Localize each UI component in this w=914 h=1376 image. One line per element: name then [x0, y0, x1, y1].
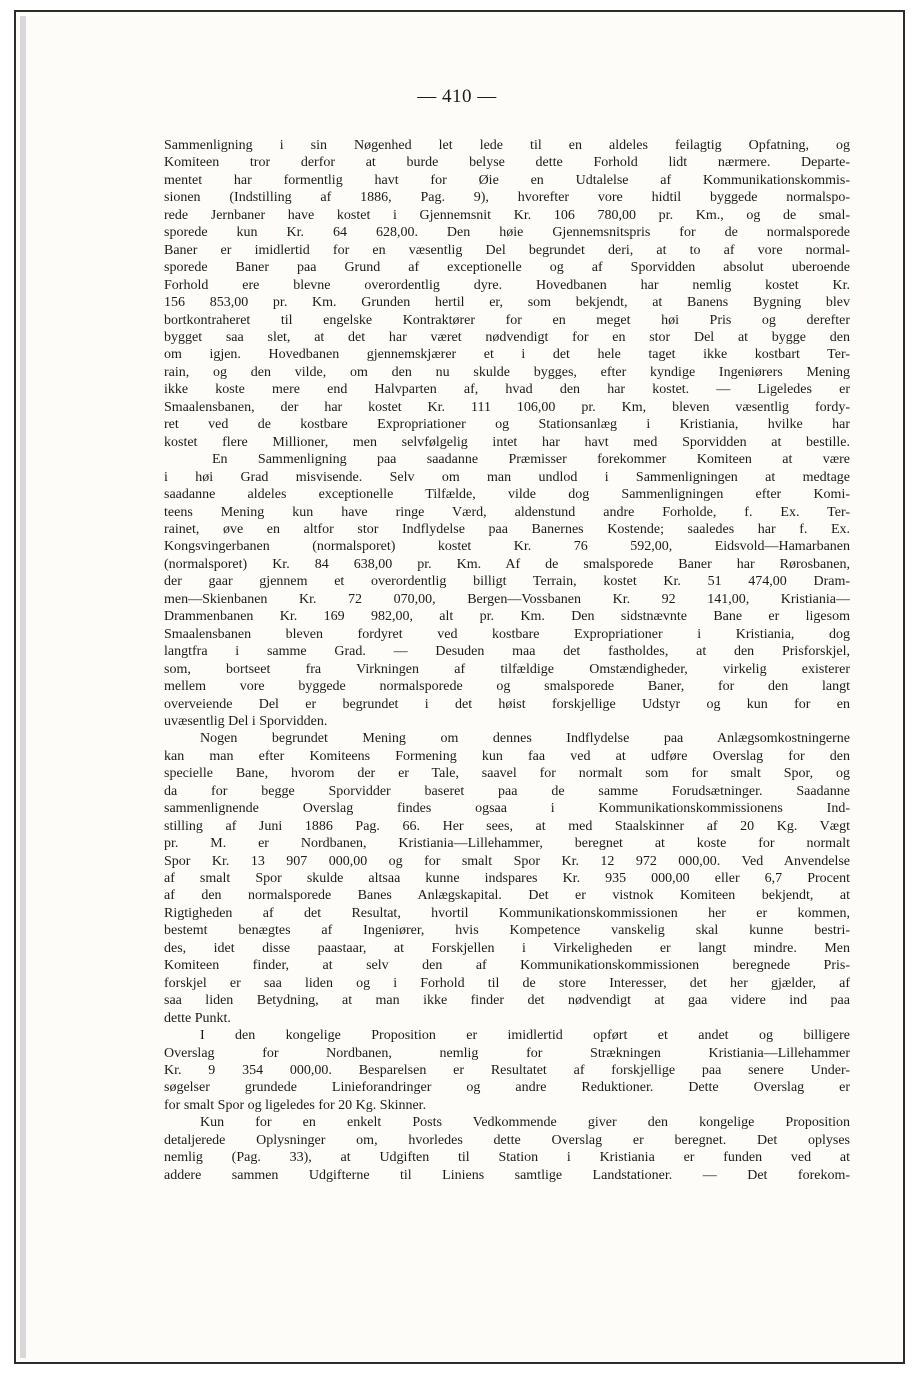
text-line: 156 853,00 pr. Km. Grunden hertil er, som bekjendt, at Banens Bygning blev — [164, 295, 850, 311]
text-line: ikke koste mere end Halvparten af, hvad den har kostet. — Ligeledes er — [164, 382, 850, 398]
text-line: Forhold ere blevne overordentlig dyre. Hovedbanen har nemlig kostet Kr. — [164, 277, 850, 293]
text-line: Sammenligning i sin Nøgenhed let lede til en aldeles feilagtig Opfatning, og — [164, 138, 850, 153]
text-line: Rigtigheden af det Resultat, hvortil Kommunikationskommissionen her er kommen, — [164, 905, 850, 921]
text-line: af smalt Spor skulde altsaa kunne indspares Kr. 935 000,00 eller 6,7 Procent — [164, 871, 850, 887]
text-line: om igjen. Hovedbanen gjennemskjærer et i det hele taget ikke kostbart Ter- — [164, 347, 850, 363]
text-line: specielle Bane, hvorom der er Tale, saavel for normalt som for smalt Spor, og — [164, 766, 850, 782]
text-line: i høi Grad misvisende. Selv om man undlod i Sammenligningen at medtage — [164, 469, 850, 485]
text-line: Smaalensbanen, der har kostet Kr. 111 106,00 pr. Km, bleven væsentlig fordy- — [164, 399, 850, 415]
text-line: uvæsentlig Del i Sporvidden. — [164, 713, 328, 729]
text-line: sporede kun Kr. 64 628,00. Den høie Gjennemsnitspris for de normalsporede — [164, 225, 850, 241]
text-line: mentet har formentlig havt for Øie en Udtalelse af Kommunikationskommis- — [164, 172, 850, 188]
text-line: (normalsporet) Kr. 84 638,00 pr. Km. Af de smalsporede Baner har Rørosbanen, — [164, 556, 850, 572]
text-line: overveiende Del er begrundet i det høist forskjellige Udstyr og kun for en — [164, 696, 850, 712]
text-line: bygget saa slet, at det har været nødvendigt for en stor Del at bygge den — [164, 329, 850, 345]
text-line: Kr. 9 354 000,00. Besparelsen er Resultatet af forskjellige paa senere Under- — [164, 1063, 850, 1079]
text-line: saadanne aldeles exceptionelle Tilfælde, vilde dog Sammenligningen efter Komi- — [164, 487, 850, 503]
text-line: Komiteen tror derfor at burde belyse dette Forhold lidt nærmere. Departe- — [164, 155, 850, 171]
text-line: Nogen begrundet Mening om dennes Indflydelse paa Anlægsomkostningerne — [200, 731, 850, 747]
text-line: sionen (Indstilling af 1886, Pag. 9), hvorefter vore hidtil byggede normalspo- — [164, 190, 850, 206]
text-line: saa liden Betydning, at man ikke finder det nødvendigt at gaa videre ind paa — [164, 993, 850, 1009]
scan-edge-shadow — [20, 16, 26, 1358]
text-line: langtfra i samme Grad. — Desuden maa det fastholdes, at den Prisforskjel, — [164, 644, 850, 660]
text-line: Komiteen finder, at selv den af Kommunikationskommissionen beregnede Pris- — [164, 958, 850, 974]
text-line: kostet flere Millioner, men selvfølgelig intet har havt med Sporvidden at bestille. — [164, 434, 850, 450]
body-text — [164, 137, 850, 1184]
text-line: sporede Baner paa Grund af exceptionelle og af Sporvidden absolut uberoende — [164, 260, 850, 276]
text-line: Baner er imidlertid for en væsentlig Del begrundet deri, at to af vore normal- — [164, 242, 850, 258]
text-line: for smalt Spor og ligeledes for 20 Kg. Skinner. — [164, 1097, 427, 1113]
text-line: da for begge Sporvidder baseret paa de samme Forudsætninger. Saadanne — [164, 783, 850, 799]
text-line: rede Jernbaner have kostet i Gjennemsnit Kr. 106 780,00 pr. Km., og de smal- — [164, 207, 850, 223]
text-line: Smaalensbanen bleven fordyret ved kostbare Expropriationer i Kristiania, dog — [164, 626, 850, 642]
text-line: mellem vore byggede normalsporede og smalsporede Baner, for den langt — [164, 679, 850, 695]
text-line: I den kongelige Proposition er imidlertid opført et andet og billigere — [200, 1028, 850, 1044]
text-line: En Sammenligning paa saadanne Præmisser forekommer Komiteen at være — [212, 452, 850, 468]
text-line: som, bortseet fra Virkningen af tilfældige Omstændigheder, virkelig existerer — [164, 661, 850, 677]
page-number: — 410 — — [417, 86, 497, 107]
text-line: pr. M. er Nordbanen, Kristiania—Lillehammer, beregnet at koste for normalt — [164, 836, 850, 852]
text-line: detaljerede Oplysninger om, hvorledes dette Overslag er beregnet. Det oplyses — [164, 1132, 850, 1148]
text-line: Drammenbanen Kr. 169 982,00, alt pr. Km. Den sidstnævnte Bane er ligesom — [164, 609, 850, 625]
text-line: rainet, øve en altfor stor Indflydelse paa Banernes Kostende; saaledes har f. Ex. — [164, 521, 850, 537]
text-line: ret ved de kostbare Expropriationer og Stationsanlæg i Kristiania, hvilke har — [164, 417, 850, 433]
text-line: der gaar gjennem et overordentlig billigt Terrain, kostet Kr. 51 474,00 Dram- — [164, 574, 850, 590]
text-line: kan man efter Komiteens Formening kun faa ved at udføre Overslag for den — [164, 748, 850, 764]
text-line: teens Mening kun have ringe Værd, aldenstund andre Forholde, f. Ex. Ter- — [164, 504, 850, 520]
text-line: des, idet disse paastaar, at Forskjellen i Virkeligheden er langt mindre. Men — [164, 940, 850, 956]
text-line: sammenlignende Overslag findes ogsaa i Kommunikationskommissionens Ind- — [164, 801, 850, 817]
text-line: men—Skienbanen Kr. 72 070,00, Bergen—Vossbanen Kr. 92 141,00, Kristiania— — [164, 591, 850, 607]
text-line: rain, og den vilde, om den nu skulde bygges, efter kyndige Ingeniørers Mening — [164, 364, 850, 380]
text-line: Overslag for Nordbanen, nemlig for Strækningen Kristiania—Lillehammer — [164, 1045, 850, 1061]
text-line: Kongsvingerbanen (normalsporet) kostet Kr. 76 592,00, Eidsvold—Hamarbanen — [164, 539, 850, 555]
text-line: bortkontraheret til engelske Kontraktører for en meget høi Pris og derefter — [164, 312, 850, 328]
text-line: bestemt benægtes af Ingeniører, hvis Kompetence vanskelig skal kunne bestri- — [164, 923, 850, 939]
text-line: stilling af Juni 1886 Pag. 66. Her sees, at med Staalskinner af 20 Kg. Vægt — [164, 818, 850, 834]
text-line: Spor Kr. 13 907 000,00 og for smalt Spor Kr. 12 972 000,00. Ved Anvendelse — [164, 853, 850, 869]
text-line: Kun for en enkelt Posts Vedkommende giver den kongelige Proposition — [200, 1115, 850, 1131]
text-line: dette Punkt. — [164, 1010, 231, 1026]
text-line: nemlig (Pag. 33), at Udgiften til Station i Kristiania er funden ved at — [164, 1150, 850, 1166]
text-line: af den normalsporede Banes Anlægskapital. Det er vistnok Komiteen bekjendt, at — [164, 888, 850, 904]
text-line: addere sammen Udgifterne til Liniens samtlige Landstationer. — Det forekom- — [164, 1167, 850, 1183]
text-line: forskjel er saa liden og i Forhold til de store Interesser, det her gjælder, af — [164, 975, 850, 991]
text-line: søgelser grundede Linieforandringer og andre Reduktioner. Dette Overslag er — [164, 1080, 850, 1096]
